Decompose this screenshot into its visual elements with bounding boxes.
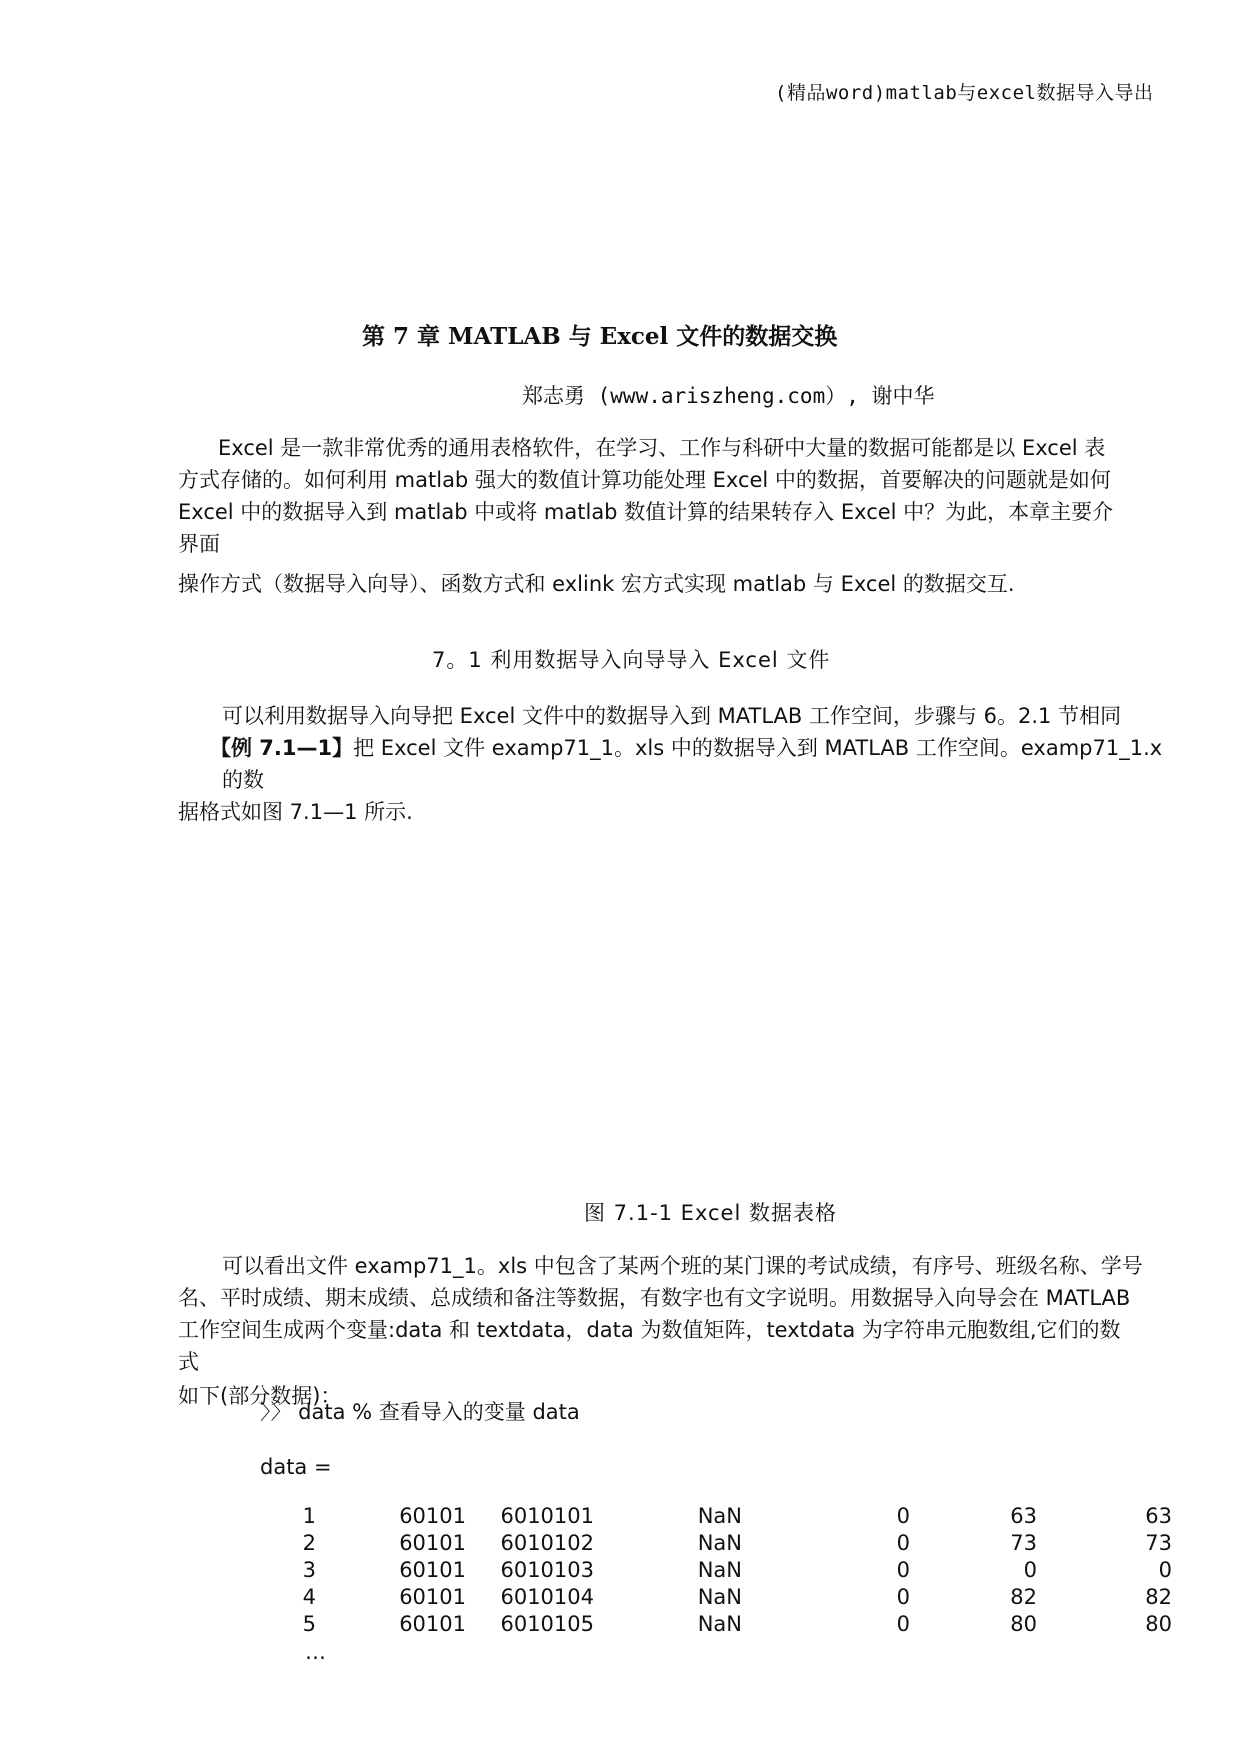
- table-cell: 82: [1145, 1584, 1172, 1609]
- table-cell: 73: [1010, 1530, 1037, 1555]
- table-cell: 0: [896, 1530, 910, 1555]
- table-cell: NaN: [697, 1530, 742, 1555]
- desc-line-2: 名、平时成绩、期末成绩、总成绩和备注等数据，有数字也有文字说明。用数据导入向导会在 MATLAB: [178, 1286, 1131, 1310]
- desc-line-3: 工作空间生成两个变量:data 和 textdata，data 为数值矩阵，textdata 为字符串元胞数组,它们的数: [178, 1318, 1121, 1342]
- table-cell: 5: [302, 1611, 316, 1636]
- page-header: (精品word)matlab与excel数据导入导出: [775, 82, 1154, 104]
- table-cell: 0: [1158, 1557, 1172, 1582]
- table-cell: 0: [896, 1611, 910, 1636]
- author-line: 郑志勇 (www.ariszheng.com）, 谢中华: [522, 384, 935, 408]
- chapter-title: 第 7 章 MATLAB 与 Excel 文件的数据交换: [362, 323, 838, 350]
- table-cell: 6010101: [500, 1503, 594, 1528]
- section-line-4: 据格式如图 7.1—1 所示.: [178, 800, 413, 824]
- table-cell: 63: [1010, 1503, 1037, 1528]
- table-cell: 0: [896, 1503, 910, 1528]
- table-cell: 1: [302, 1503, 316, 1528]
- table-cell: NaN: [697, 1611, 742, 1636]
- example-text: 把 Excel 文件 examp71_1。xls 中的数据导入到 MATLAB 工作空间。examp71_1.x: [353, 736, 1163, 760]
- table-row: [260, 1556, 1172, 1583]
- table-cell: NaN: [697, 1584, 742, 1609]
- table-cell: 6010105: [500, 1611, 594, 1636]
- intro-line-4: 界面: [178, 532, 220, 556]
- table-cell: 80: [1010, 1611, 1037, 1636]
- desc-line-4: 式: [178, 1350, 199, 1374]
- ellipsis: …: [305, 1640, 326, 1664]
- table-cell: 60101: [399, 1584, 466, 1609]
- table-cell: 63: [1145, 1503, 1172, 1528]
- section-line-2: [210, 732, 1162, 764]
- data-matrix: [260, 1502, 1172, 1637]
- table-cell: 0: [896, 1584, 910, 1609]
- example-label: 【例 7.1—1】: [210, 736, 354, 760]
- section-line-3: 的数: [222, 768, 264, 792]
- table-row: [260, 1502, 1172, 1529]
- desc-line-5: 如下(部分数据)：: [178, 1384, 342, 1408]
- table-cell: 6010102: [500, 1530, 594, 1555]
- table-cell: 6010104: [500, 1584, 594, 1609]
- desc-line-1: 可以看出文件 examp71_1。xls 中包含了某两个班的某门课的考试成绩，有序号、班级名称、学号: [222, 1254, 1143, 1278]
- intro-line-1: Excel 是一款非常优秀的通用表格软件，在学习、工作与科研中大量的数据可能都是以 Excel 表: [218, 436, 1106, 460]
- table-cell: NaN: [697, 1557, 742, 1582]
- intro-line-3: Excel 中的数据导入到 matlab 中或将 matlab 数值计算的结果转存入 Excel 中？为此，本章主要介: [178, 500, 1114, 524]
- figure-caption: 图 7.1-1 Excel 数据表格: [584, 1201, 837, 1225]
- table-cell: 73: [1145, 1530, 1172, 1555]
- table-cell: 4: [302, 1584, 316, 1609]
- table-cell: 60101: [399, 1611, 466, 1636]
- table-cell: 60101: [399, 1557, 466, 1582]
- command-prompt: 〉〉 data % 查看导入的变量 data: [260, 1400, 580, 1424]
- table-row: [260, 1529, 1172, 1556]
- table-cell: 0: [896, 1557, 910, 1582]
- table-cell: 82: [1010, 1584, 1037, 1609]
- section-line-1: 可以利用数据导入向导把 Excel 文件中的数据导入到 MATLAB 工作空间，步骤与 6。2.1 节相同: [222, 704, 1122, 728]
- intro-line-2: 方式存储的。如何利用 matlab 强大的数值计算功能处理 Excel 中的数据，首要解决的问题就是如何: [178, 468, 1111, 492]
- table-cell: 80: [1145, 1611, 1172, 1636]
- table-row: [260, 1610, 1172, 1637]
- table-cell: 6010103: [500, 1557, 594, 1582]
- table-cell: 60101: [399, 1503, 466, 1528]
- intro-line-5: 操作方式（数据导入向导）、函数方式和 exlink 宏方式实现 matlab 与 Excel 的数据交互.: [178, 572, 1015, 596]
- table-cell: 3: [302, 1557, 316, 1582]
- table-cell: 2: [302, 1530, 316, 1555]
- table-row: [260, 1583, 1172, 1610]
- section-title: 7。1 利用数据导入向导导入 Excel 文件: [432, 648, 831, 672]
- table-cell: NaN: [697, 1503, 742, 1528]
- table-cell: 60101: [399, 1530, 466, 1555]
- table-cell: 0: [1023, 1557, 1037, 1582]
- data-assignment: data =: [260, 1455, 332, 1479]
